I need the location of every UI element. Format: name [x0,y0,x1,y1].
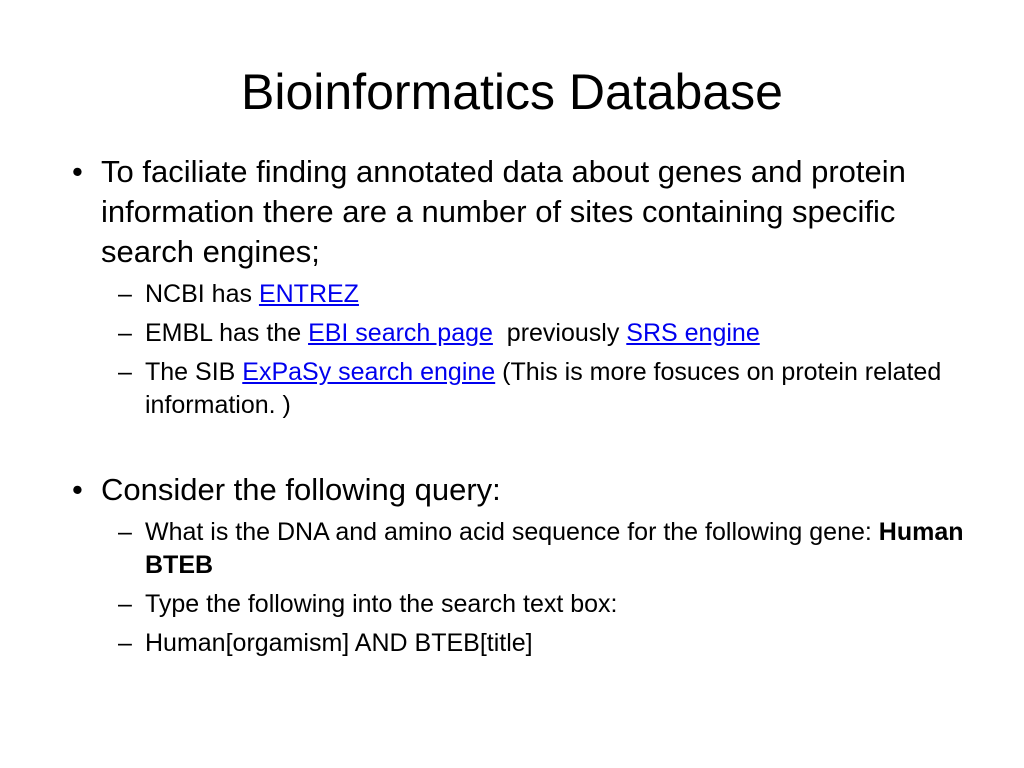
sub-item-instruction-text: Type the following into the search text box: [145,590,618,618]
sub-item-sib [101,356,972,422]
sub-item-query-string [101,627,972,660]
bullet-query [72,470,972,510]
bullet-query-text: Consider the following query: [101,472,501,507]
dash-icon: – [118,590,132,618]
dash-icon: – [118,358,132,386]
expasy-link[interactable]: ExPaSy search engine [242,358,496,386]
slide-title: Bioinformatics Database [241,64,783,120]
bullet-intro-text: To faciliate finding annotated data about genes and protein information there are a number of sites containing specific search engines; [101,154,906,269]
srs-engine-link[interactable]: SRS engine [626,319,760,347]
spacer [72,422,972,470]
sub-item-sib-suffix: (This is more fosuces on protein related information. ) [145,358,942,419]
slide-content [72,152,972,660]
gene-name: Human BTEB [145,518,964,579]
sub-item-ncbi-text: NCBI has [145,280,259,308]
entrez-link[interactable]: ENTREZ [258,280,359,308]
sub-item-sib-text: The SIB [145,358,243,386]
bullet-icon: • [72,472,83,507]
bullet-intro [72,152,972,272]
dash-icon: – [118,629,132,657]
sub-item-embl [101,317,972,350]
sub-item-ncbi [101,278,972,311]
bullet-icon: • [72,154,83,189]
sub-item-embl-text: EMBL has the [145,319,309,347]
query-string-text: Human[orgamism] AND BTEB[title] [145,629,533,657]
ebi-search-link[interactable]: EBI search page [308,319,493,347]
sub-item-question [101,516,972,582]
dash-icon: – [118,280,132,308]
sub-item-instruction [101,588,972,621]
dash-icon: – [118,319,132,347]
sub-item-question-text: What is the DNA and amino acid sequence for the following gene: [145,518,879,546]
dash-icon: – [118,518,132,546]
sub-item-embl-middle: previously [492,319,627,347]
